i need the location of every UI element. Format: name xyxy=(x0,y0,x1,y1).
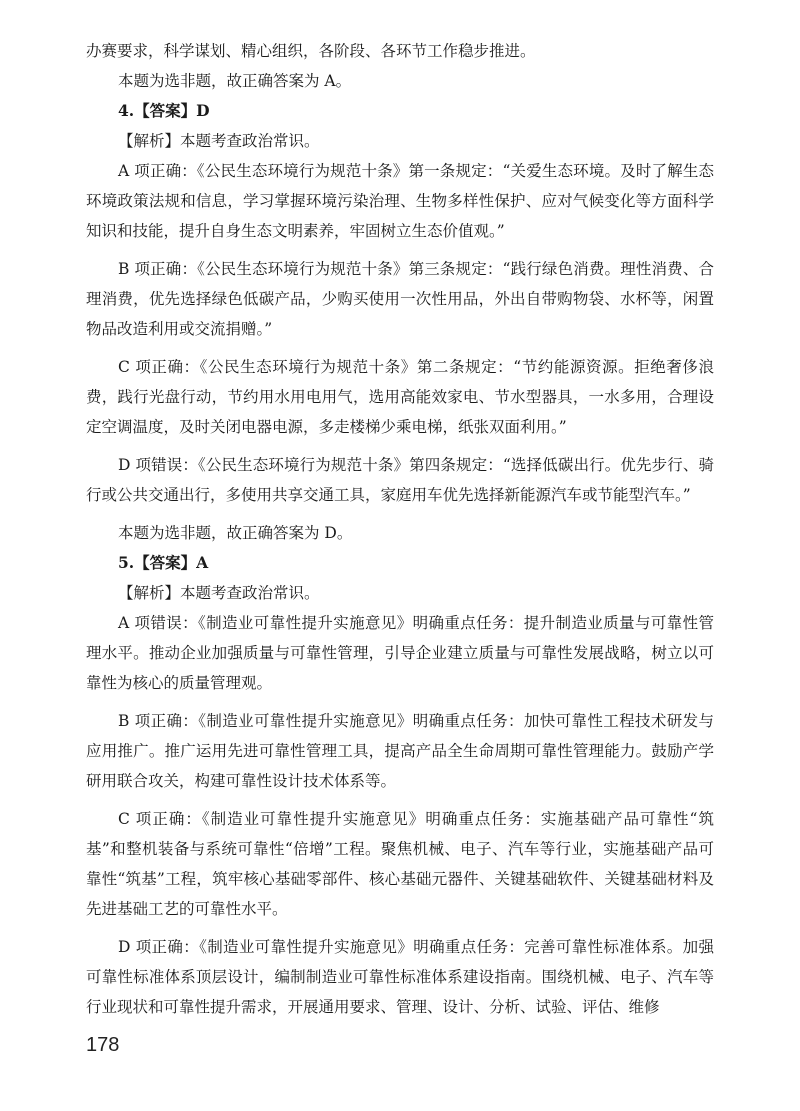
analysis-heading-5: 【解析】本题考查政治常识。 xyxy=(118,584,320,602)
paragraph-continuation: 办赛要求，科学谋划、精心组织，各阶段、各环节工作稳步推进。 xyxy=(86,42,536,60)
answer-heading-5: 5.【答案】A xyxy=(118,553,209,572)
option-d-5: D 项正确：《制造业可靠性提升实施意见》明确重点任务：完善可靠性标准体系。加强可靠性标准体系顶层设计，编制制造业可靠性标准体系建设指南。围绕机械、电子、汽车等行业现状和可靠性提升需求，开展通用要求、管理、设计、分析、试验、评估、维修 xyxy=(86,938,714,1016)
option-c-5: C 项正确：《制造业可靠性提升实施意见》明确重点任务：实施基础产品可靠性“筑基”和整机装备与系统可靠性“倍增”工程。聚焦机械、电子、汽车等行业，实施基础产品可靠性“筑基”工程，筑牢核心基础零部件、核心基础元器件、关键基础软件、关键基础材料及先进基础工艺的可靠性水平。 xyxy=(86,810,714,918)
body-text xyxy=(86,36,714,1030)
option-a-4: A 项正确：《公民生态环境行为规范十条》第一条规定：“关爱生态环境。及时了解生态环境政策法规和信息，学习掌握环境污染治理、生物多样性保护、应对气候变化等方面科学知识和技能，提升自身生态文明素养，牢固树立生态价值观。” xyxy=(86,162,714,240)
answer-conclusion-3: 本题为选非题，故正确答案为 A。 xyxy=(118,72,352,90)
option-d-4: D 项错误：《公民生态环境行为规范十条》第四条规定：“选择低碳出行。优先步行、骑行或公共交通出行，多使用共享交通工具，家庭用车优先选择新能源汽车或节能型汽车。” xyxy=(86,456,714,504)
answer-heading-4: 4.【答案】D xyxy=(118,101,210,120)
option-b-5: B 项正确：《制造业可靠性提升实施意见》明确重点任务：加快可靠性工程技术研发与应用推广。推广运用先进可靠性管理工具，提高产品全生命周期可靠性管理能力。鼓励产学研用联合攻关，构建可靠性设计技术体系等。 xyxy=(86,712,714,790)
analysis-heading-4: 【解析】本题考查政治常识。 xyxy=(118,132,320,150)
answer-conclusion-4: 本题为选非题，故正确答案为 D。 xyxy=(118,524,353,542)
option-c-4: C 项正确：《公民生态环境行为规范十条》第二条规定：“节约能源资源。拒绝奢侈浪费，践行光盘行动，节约用水用电用气，选用高能效家电、节水型器具，一水多用，合理设定空调温度，及时关闭电器电源，多走楼梯少乘电梯，纸张双面利用。” xyxy=(86,358,714,436)
page-number: 178 xyxy=(86,1034,120,1056)
option-b-4: B 项正确：《公民生态环境行为规范十条》第三条规定：“践行绿色消费。理性消费、合理消费，优先选择绿色低碳产品，少购买使用一次性用品，外出自带购物袋、水杯等，闲置物品改造利用或交流捐赠。” xyxy=(86,260,714,338)
option-a-5: A 项错误：《制造业可靠性提升实施意见》明确重点任务：提升制造业质量与可靠性管理水平。推动企业加强质量与可靠性管理，引导企业建立质量与可靠性发展战略，树立以可靠性为核心的质量管理观。 xyxy=(86,614,714,692)
